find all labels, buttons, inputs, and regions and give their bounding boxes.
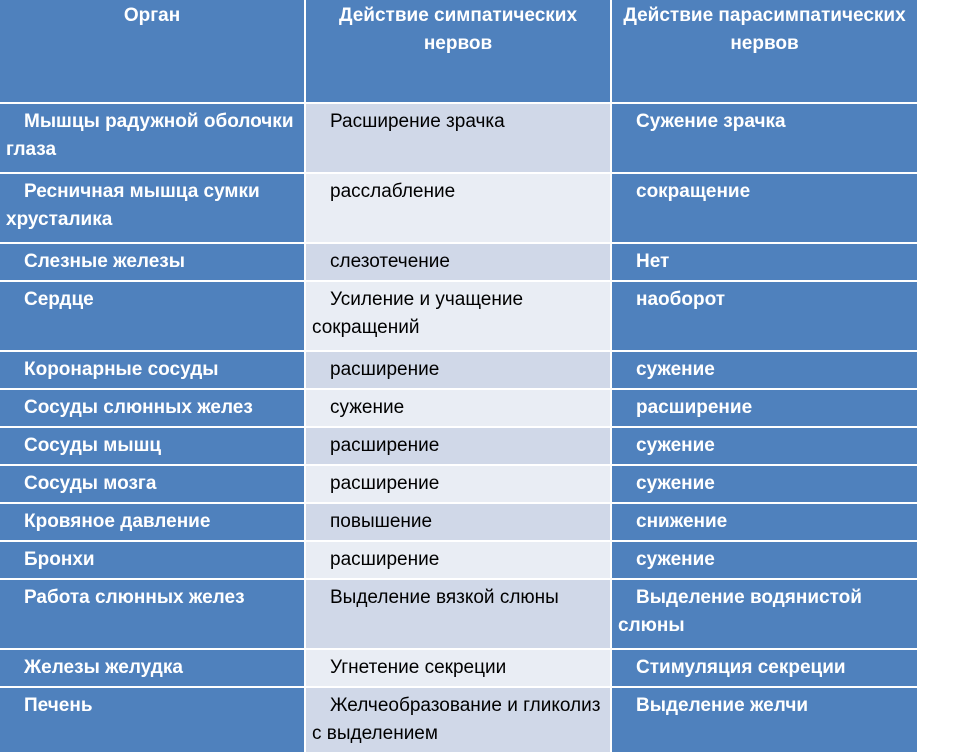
- organ-cell: Печень: [0, 688, 306, 754]
- parasympathetic-effect-cell: сужение: [612, 428, 919, 466]
- organ-cell: Железы желудка: [0, 650, 306, 688]
- header-sympathetic: Действие симпатических нервов: [306, 0, 612, 104]
- parasympathetic-effect-cell: Сужение зрачка: [612, 104, 919, 174]
- header-organ: Орган: [0, 0, 306, 104]
- organ-cell: Коронарные сосуды: [0, 352, 306, 390]
- organ-cell: Сосуды слюнных желез: [0, 390, 306, 428]
- table-row: [0, 580, 919, 650]
- table-row: [0, 390, 919, 428]
- sympathetic-effect-cell: Угнетение секреции: [306, 650, 612, 688]
- sympathetic-effect-cell: расширение: [306, 466, 612, 504]
- table-row: [0, 504, 919, 542]
- table-row: [0, 650, 919, 688]
- table-row: [0, 352, 919, 390]
- sympathetic-effect-cell: Желчеобразование и гликолиз с выделением: [306, 688, 612, 754]
- table-row: [0, 244, 919, 282]
- parasympathetic-effect-cell: сужение: [612, 352, 919, 390]
- parasympathetic-effect-cell: Выделение водянистой слюны: [612, 580, 919, 650]
- sympathetic-effect-cell: повышение: [306, 504, 612, 542]
- organ-cell: Слезные железы: [0, 244, 306, 282]
- table-row: [0, 428, 919, 466]
- organ-cell: Ресничная мышца сумки хрусталика: [0, 174, 306, 244]
- parasympathetic-effect-cell: Стимуляция секреции: [612, 650, 919, 688]
- parasympathetic-effect-cell: сужение: [612, 542, 919, 580]
- organ-cell: Сосуды мозга: [0, 466, 306, 504]
- table-body: [0, 104, 919, 754]
- parasympathetic-effect-cell: наоборот: [612, 282, 919, 352]
- sympathetic-effect-cell: Выделение вязкой слюны: [306, 580, 612, 650]
- sympathetic-effect-cell: расширение: [306, 428, 612, 466]
- parasympathetic-effect-cell: Выделение желчи: [612, 688, 919, 754]
- table-row: [0, 466, 919, 504]
- parasympathetic-effect-cell: сокращение: [612, 174, 919, 244]
- organ-cell: Кровяное давление: [0, 504, 306, 542]
- sympathetic-effect-cell: сужение: [306, 390, 612, 428]
- parasympathetic-effect-cell: сужение: [612, 466, 919, 504]
- organ-cell: Сосуды мышц: [0, 428, 306, 466]
- table-row: [0, 174, 919, 244]
- organ-cell: Сердце: [0, 282, 306, 352]
- sympathetic-effect-cell: Расширение зрачка: [306, 104, 612, 174]
- parasympathetic-effect-cell: Нет: [612, 244, 919, 282]
- table-row: [0, 688, 919, 754]
- table-row: [0, 282, 919, 352]
- parasympathetic-effect-cell: расширение: [612, 390, 919, 428]
- organ-cell: Бронхи: [0, 542, 306, 580]
- sympathetic-effect-cell: расширение: [306, 352, 612, 390]
- organ-cell: Работа слюнных желез: [0, 580, 306, 650]
- parasympathetic-effect-cell: снижение: [612, 504, 919, 542]
- sympathetic-effect-cell: Усиление и учащение сокращений: [306, 282, 612, 352]
- header-parasympathetic: Действие парасимпатических нервов: [612, 0, 919, 104]
- table-row: [0, 104, 919, 174]
- sympathetic-effect-cell: расслабление: [306, 174, 612, 244]
- sympathetic-effect-cell: слезотечение: [306, 244, 612, 282]
- sympathetic-effect-cell: расширение: [306, 542, 612, 580]
- table-header-row: [0, 0, 919, 104]
- organ-cell: Мышцы радужной оболочки глаза: [0, 104, 306, 174]
- table-row: [0, 542, 919, 580]
